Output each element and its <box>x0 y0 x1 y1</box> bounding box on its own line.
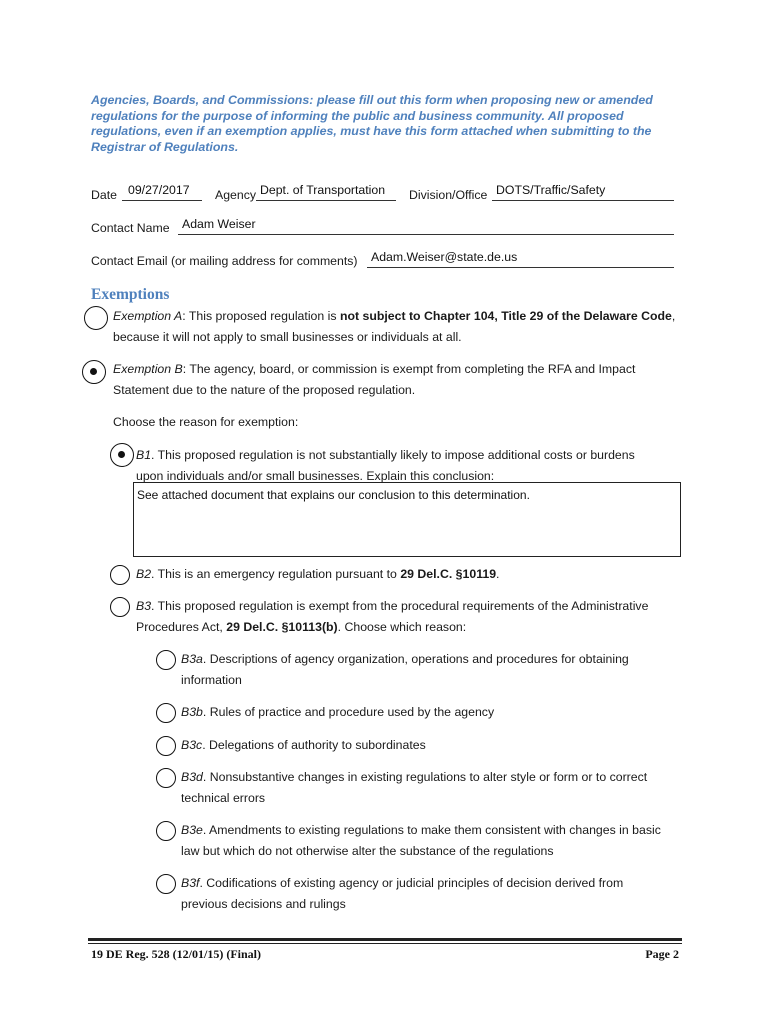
b3b-text: B3b. Rules of practice and procedure used by the agency <box>181 705 495 719</box>
contact-name-label: Contact Name <box>91 221 170 235</box>
division-field[interactable] <box>492 184 674 201</box>
b3b-radio[interactable] <box>156 703 176 723</box>
b1-explanation-box[interactable] <box>133 482 681 557</box>
intro-instructions: Agencies, Boards, and Commissions: please fill out this form when proposing new or amended regulations for the purpose of informing the public and business community. All proposed regulations, even if an exemption applies, must have this form attached when submitting to the Registrar of Regulations. <box>91 93 653 154</box>
b3e-text: B3e. Amendments to existing regulations to make them consistent with changes in basic law but which do not otherwise alter the substance of the regulations <box>181 823 661 858</box>
b3e-radio[interactable] <box>156 821 176 841</box>
exemptions-heading: Exemptions <box>91 286 170 303</box>
contact-email-value: Adam.Weiser@state.de.us <box>371 250 518 264</box>
contact-name-field[interactable] <box>178 218 674 235</box>
b2-radio[interactable] <box>110 565 130 585</box>
b3f-text: B3f. Codifications of existing agency or judicial principles of decision derived from previous decisions and rulings <box>181 876 624 911</box>
b3-text: B3. This proposed regulation is exempt from the procedural requirements of the Administrative Procedures Act, 29 Del.C. §10113(b). Choose which reason: <box>136 599 649 634</box>
contact-name-value: Adam Weiser <box>182 217 256 231</box>
date-label: Date <box>91 188 117 202</box>
b3c-radio[interactable] <box>156 736 176 756</box>
exemption-a-text: Exemption A: This proposed regulation is not subject to Chapter 104, Title 29 of the Delaware Code, because it will not apply to small businesses or individuals at all. <box>113 309 676 344</box>
footer-citation: 19 DE Reg. 528 (12/01/15) (Final) <box>91 947 261 961</box>
date-field[interactable] <box>122 184 202 201</box>
agency-value: Dept. of Transportation <box>260 183 386 197</box>
b3d-text: B3d. Nonsubstantive changes in existing regulations to alter style or form or to correct technical errors <box>181 770 648 805</box>
b3a-text: B3a. Descriptions of agency organization, operations and procedures for obtaining information <box>181 652 629 687</box>
exemption-b-text: Exemption B: The agency, board, or commission is exempt from completing the RFA and Impact Statement due to the nature of the proposed regulation. <box>113 362 636 397</box>
contact-email-field[interactable] <box>367 251 674 268</box>
b3f-radio[interactable] <box>156 874 176 894</box>
contact-email-label: Contact Email (or mailing address for comments) <box>91 254 358 268</box>
division-value: DOTS/Traffic/Safety <box>496 183 606 197</box>
division-label: Division/Office <box>409 188 488 202</box>
exemption-a-radio[interactable] <box>84 306 108 330</box>
b1-explanation-text: See attached document that explains our conclusion to this determination. <box>137 488 530 502</box>
agency-field[interactable] <box>256 184 396 201</box>
footer-rule-thin <box>88 943 682 944</box>
footer-rule <box>88 938 682 941</box>
b1-text: B1. This proposed regulation is not substantially likely to impose additional costs or burdens upon individuals and/or small businesses. Explain this conclusion: <box>136 448 635 483</box>
date-value: 09/27/2017 <box>128 183 190 197</box>
agency-label: Agency <box>215 188 257 202</box>
b1-radio[interactable] <box>110 443 134 467</box>
b3a-radio[interactable] <box>156 650 176 670</box>
b3-radio[interactable] <box>110 597 130 617</box>
choose-reason-label: Choose the reason for exemption: <box>113 415 299 429</box>
page-number: Page 2 <box>645 947 679 961</box>
exemption-b-radio[interactable] <box>82 360 106 384</box>
b2-text: B2. This is an emergency regulation pursuant to 29 Del.C. §10119. <box>136 567 500 581</box>
b3d-radio[interactable] <box>156 768 176 788</box>
b3c-text: B3c. Delegations of authority to subordinates <box>181 738 426 752</box>
